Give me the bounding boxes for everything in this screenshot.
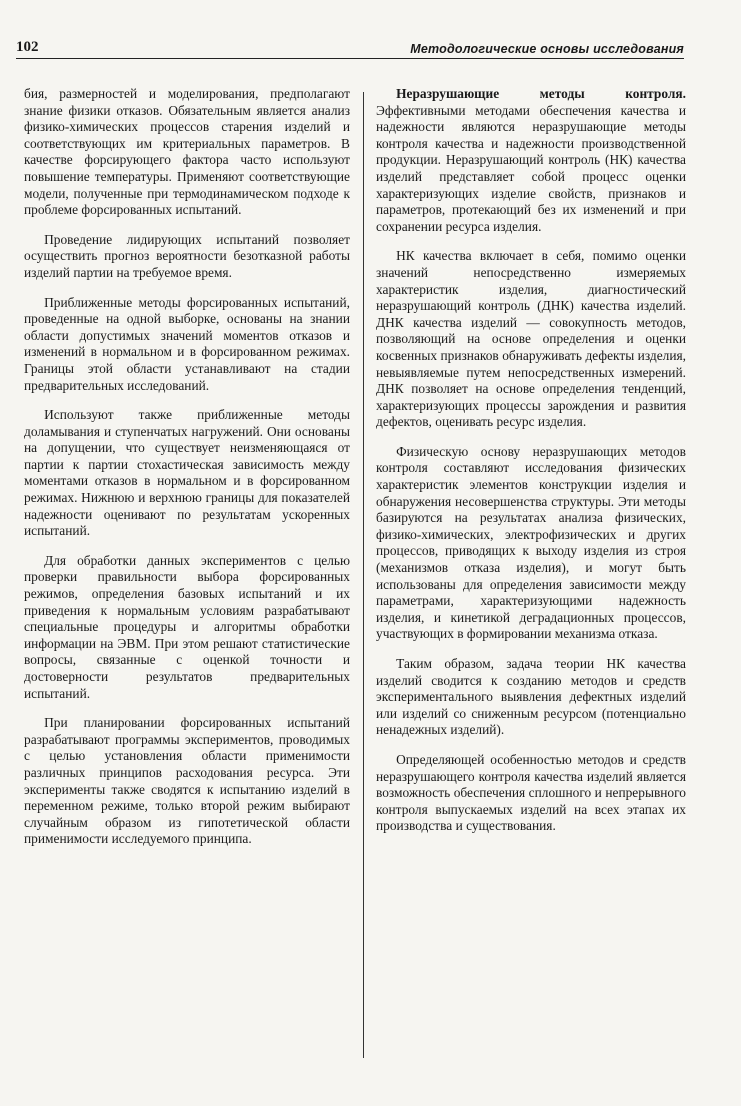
paragraph: При планировании форсированных испытаний разрабатывают программы экспериментов, проводимых с целью установления области применимости различных принципов расходования ресурса. Эти эксперименты также сводятся к испытанию изделий в переменном режиме, только второй режим выбирают случайным образом из гипотетической области применимости исследуемого принципа. xyxy=(24,715,350,847)
paragraph: Проведение лидирующих испытаний позволяет осуществить прогноз вероятности безотказной работы изделий партии на требуемое время. xyxy=(24,231,350,280)
right-column xyxy=(376,86,686,848)
paragraph-body: Эффективными методами обеспечения качества и надежности являются неразрушающие методы контроля качества и надежности производственной продукции. Неразрушающий контроль (НК) качества изделий представляет собой процесс оценки характеризующих изделие свойств, признаков и параметров, протекающий без их изменений и при сохранении ресурса изделия. xyxy=(376,102,686,234)
paragraph: Определяющей особенностью методов и средств неразрушающего контроля качества изделий является возможность обеспечения сплошного и непрерывного контроля выпускаемых изделий на всех этапах их производства и существования. xyxy=(376,751,686,834)
page-number: 102 xyxy=(16,39,39,55)
paragraph: Таким образом, задача теории НК качества изделий сводится к созданию методов и средств экспериментального выявления дефектных изделий или изделий со сниженным ресурсом (потенциально ненадежных изделий). xyxy=(376,656,686,738)
paragraph: Физическую основу неразрушающих методов контроля составляют исследования физических характеристик элементов конструкции изделия и обнаружения несовершенства структуры. Эти методы базируются на результатах анализа физических, физико-химических, электрофизических и других процессов, приводящих к выходу изделия из строя (механизмов отказа изделия), и могут быть использованы для определения зависимости между параметрами, характеризующими надежность изделия, и кинетикой деградационных процессов, участвующих в формировании механизма отказа. xyxy=(376,443,686,642)
paragraph: Приближенные методы форсированных испытаний, проведенные на одной выборке, основаны на знании области допустимых значений моментов отказов и изменений в нормальном и в форсированном режимах. Границы этой области устанавливают на стадии предварительных исследований. xyxy=(24,294,350,393)
column-divider xyxy=(363,92,364,1058)
section-heading: Неразрушающие методы контроля. xyxy=(396,86,686,101)
section-paragraph xyxy=(376,86,686,235)
running-title: Методологические основы исследования xyxy=(410,42,684,56)
left-column xyxy=(24,86,350,861)
paragraph: бия, размерностей и моделирования, предполагают знание физики отказов. Обязательным является анализ физико-химических процессов старения изделий и соответствующих им критериальных параметров. В качестве форсирующего фактора часто используют повышение температуры. Применяют соответствующие модели, полученные при термодинамическом подходе к проблеме форсированных испытаний. xyxy=(24,86,350,218)
page-header xyxy=(16,30,684,59)
paragraph: НК качества включает в себя, помимо оценки значений непосредственно измеряемых характеристик изделия, диагностический неразрушающий контроль (ДНК) качества изделий. ДНК качества изделий — совокупность методов, позволяющий на основе определения и оценки косвенных признаков обнаруживать дефекты изделия, невыявляемые путем непосредственных измерений. ДНК позволяет на основе определения тенденций, характеризующих процессы зарождения и развития дефектов, оценивать ресурс изделия. xyxy=(376,248,686,430)
paragraph: Для обработки данных экспериментов с целью проверки правильности выбора форсированных режимов, определения базовых испытаний и их приведения к нормальным условиям разрабатывают специальные процедуры и алгоритмы обработки информации на ЭВМ. При этом решают статистические вопросы, связанные с оценкой точности и достоверности результатов предварительных испытаний. xyxy=(24,552,350,701)
paragraph: Используют также приближенные методы доламывания и ступенчатых нагружений. Они основаны на допущении, что существует неизменяющаяся от партии к партии стохастическая зависимость между моментами отказов в нормальном и в форсированном режимах. Нижнюю и верхнюю границы для показателей надежности оценивают по результатам ускоренных испытаний. xyxy=(24,407,350,539)
